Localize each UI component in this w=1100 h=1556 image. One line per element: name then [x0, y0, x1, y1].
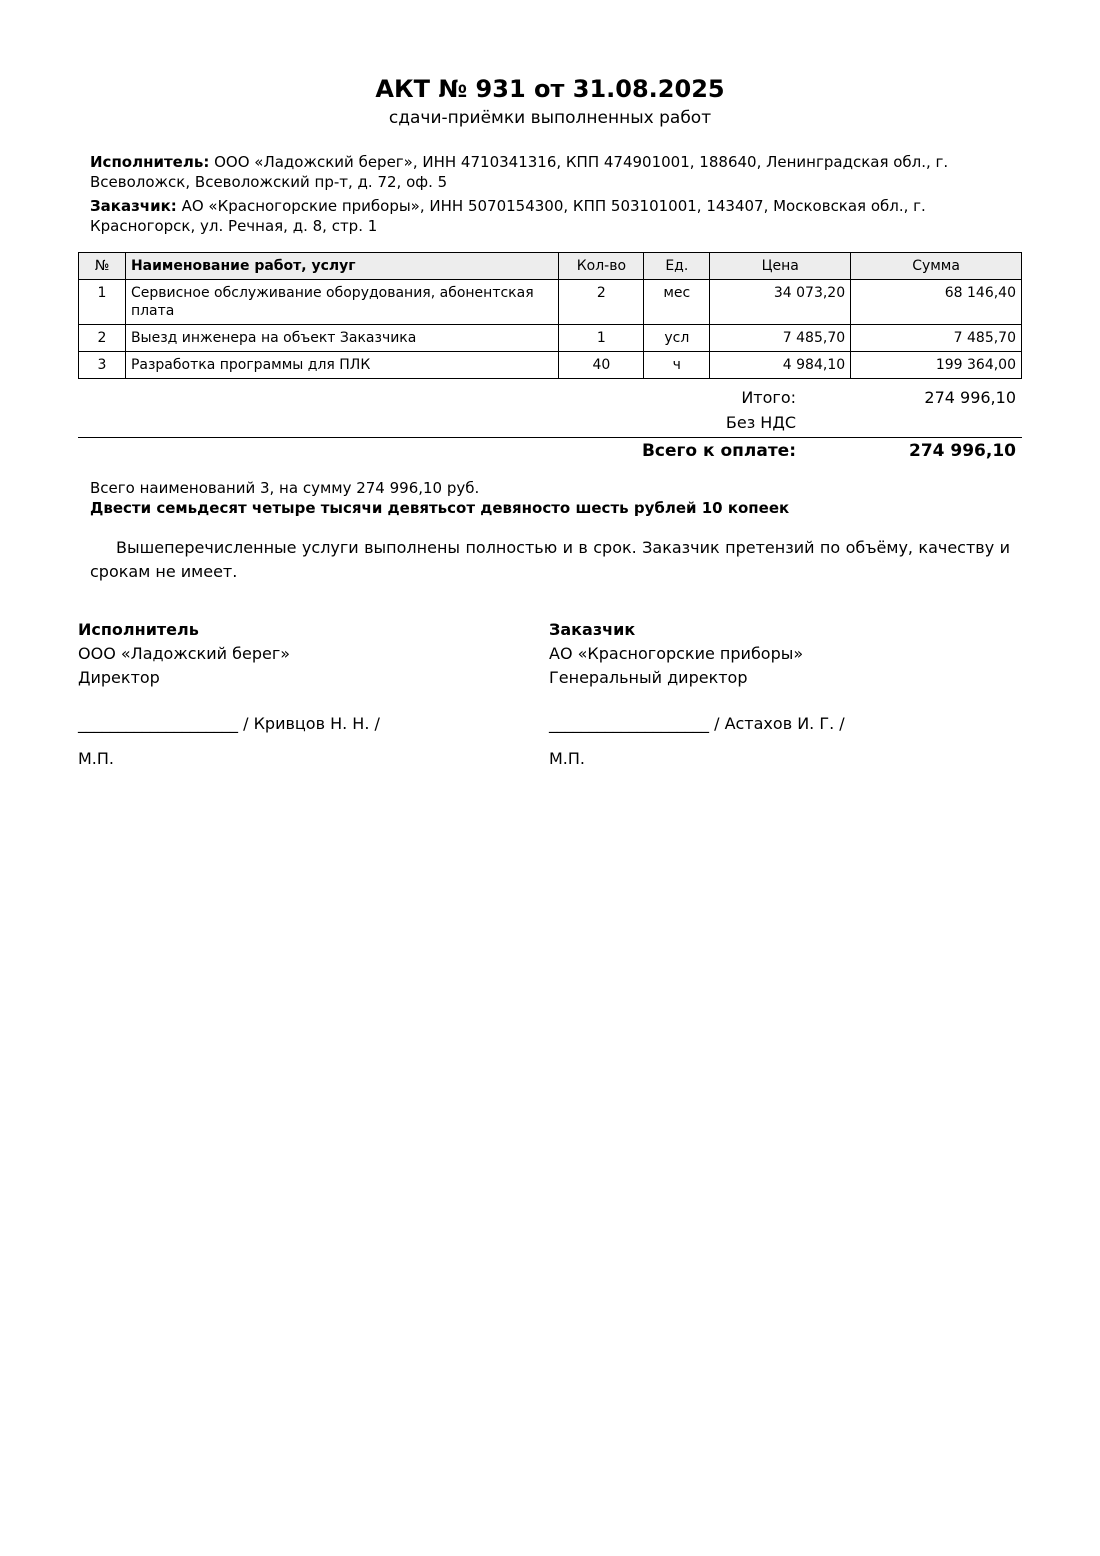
row-sum: 199 364,00	[851, 352, 1022, 379]
vat-row	[78, 410, 1022, 435]
row-num: 3	[79, 352, 126, 379]
acceptance-note: Вышеперечисленные услуги выполнены полностью и в срок. Заказчик претензий по объёму, качеству и срокам не имеет.	[90, 538, 1010, 581]
document-title: АКТ № 931 от 31.08.2025	[375, 75, 725, 103]
row-name: Сервисное обслуживание оборудования, абонентская плата	[125, 280, 558, 325]
header-unit: Ед.	[644, 253, 710, 280]
customer-text: АО «Красногорские приборы», ИНН 5070154300, КПП 503101001, 143407, Московская обл., г. Красногорск, ул. Речная, д. 8, стр. 1	[90, 197, 926, 235]
act-document	[78, 72, 1022, 771]
row-qty: 40	[559, 352, 644, 379]
grand-total-label: Всего к оплате:	[641, 441, 796, 461]
row-unit: мес	[644, 280, 710, 325]
grand-total-row	[78, 437, 1022, 464]
header-name: Наименование работ, услуг	[125, 253, 558, 280]
document-subtitle: сдачи-приёмки выполненных работ	[388, 108, 712, 128]
customer-details	[78, 196, 1022, 236]
header-sum: Сумма	[851, 253, 1022, 280]
row-price: 4 984,10	[710, 352, 851, 379]
executor-sign-heading: Исполнитель	[78, 620, 199, 639]
row-num: 1	[79, 280, 126, 325]
row-num: 2	[79, 325, 126, 352]
row-qty: 2	[559, 280, 644, 325]
executor-text: ООО «Ладожский берег», ИНН 4710341316, КПП 474901001, 188640, Ленинградская обл., г. Всеволожск, Всеволожский пр-т, д. 72, оф. 5	[90, 153, 949, 191]
executor-details	[78, 152, 1022, 192]
row-unit: ч	[644, 352, 710, 379]
grand-total-value: 274 996,10	[908, 441, 1016, 461]
vat-label: Без НДС	[725, 413, 796, 432]
executor-label: Исполнитель:	[90, 153, 210, 171]
customer-sign-org: АО «Красногорские приборы»	[549, 644, 804, 663]
row-name: Разработка программы для ПЛК	[125, 352, 558, 379]
executor-sign-position: Директор	[78, 668, 160, 687]
subtotal-value: 274 996,10	[924, 388, 1016, 407]
customer-label: Заказчик:	[90, 197, 177, 215]
row-sum: 7 485,70	[851, 325, 1022, 352]
customer-sign-position: Генеральный директор	[549, 668, 748, 687]
signatures-block	[78, 618, 1022, 771]
table-row	[79, 325, 1022, 352]
header-num: №	[79, 253, 126, 280]
row-unit: усл	[644, 325, 710, 352]
vat-value	[796, 410, 1022, 435]
executor-signature	[78, 618, 549, 771]
table-row	[79, 352, 1022, 379]
customer-sign-heading: Заказчик	[549, 620, 636, 639]
row-qty: 1	[559, 325, 644, 352]
header-qty: Кол-во	[559, 253, 644, 280]
customer-stamp-mark: М.П.	[549, 749, 586, 768]
executor-sign-line: ____________________ / Кривцов Н. Н. /	[78, 714, 380, 733]
executor-sign-org: ООО «Ладожский берег»	[78, 644, 291, 663]
row-sum: 68 146,40	[851, 280, 1022, 325]
table-header-row	[79, 253, 1022, 280]
header-price: Цена	[710, 253, 851, 280]
executor-stamp-mark: М.П.	[78, 749, 115, 768]
customer-sign-line: ____________________ / Астахов И. Г. /	[549, 714, 845, 733]
totals-block	[78, 385, 1022, 464]
table-row	[79, 280, 1022, 325]
subtotal-label: Итого:	[741, 388, 796, 407]
row-price: 7 485,70	[710, 325, 851, 352]
row-name: Выезд инженера на объект Заказчика	[125, 325, 558, 352]
row-price: 34 073,20	[710, 280, 851, 325]
subtotal-row	[78, 385, 1022, 410]
items-table	[78, 252, 1022, 379]
summary-line: Всего наименований 3, на сумму 274 996,10 руб.	[90, 479, 480, 497]
customer-signature	[549, 618, 1020, 771]
amount-in-words: Двести семьдесят четыре тысячи девятьсот девяносто шесть рублей 10 копеек	[90, 499, 790, 517]
